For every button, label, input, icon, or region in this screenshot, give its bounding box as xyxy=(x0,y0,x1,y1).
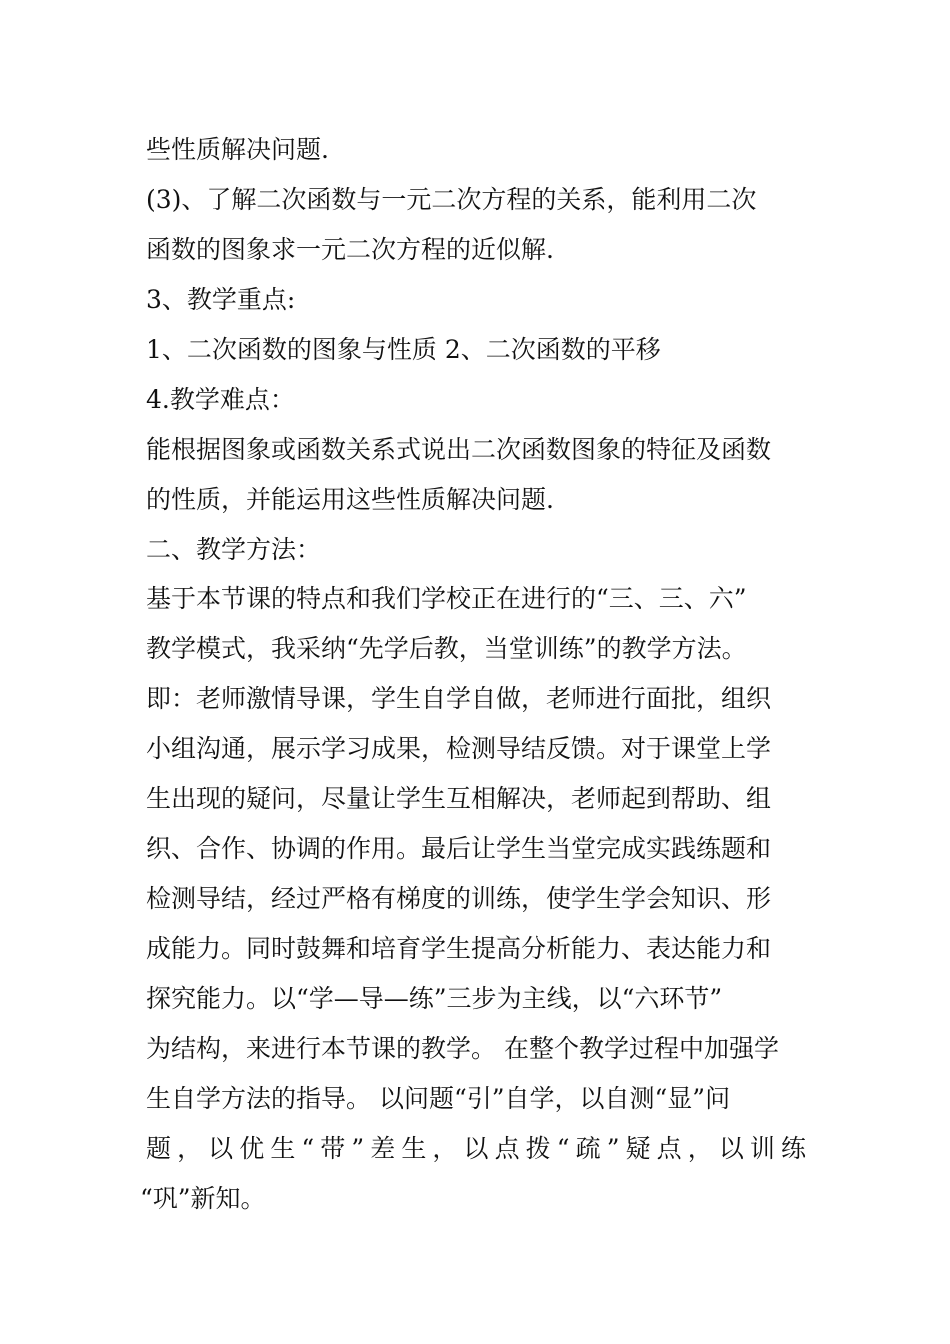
text-line-14: 生出现的疑问，尽量让学生互相解决，老师起到帮助、组 xyxy=(146,784,772,813)
text-line-5: 1、二次函数的图象与性质 2、二次函数的平移 xyxy=(146,335,661,364)
text-line-2: (3)、了解二次函数与一元二次方程的关系，能利用二次 xyxy=(146,185,757,214)
section-heading-key-points: 3、教学重点: xyxy=(146,285,296,314)
text-line-13: 小组沟通，展示学习成果，检测导结反馈。对于课堂上学 xyxy=(146,734,772,763)
text-line-11: 教学模式，我采纳“先学后教，当堂训练”的教学方法。 xyxy=(146,634,747,663)
text-line-17: 成能力。同时鼓舞和培育学生提高分析能力、表达能力和 xyxy=(146,934,772,963)
section-heading-methods: 二、教学方法： xyxy=(146,535,322,564)
text-line-10: 基于本节课的特点和我们学校正在进行的“三、三、六” xyxy=(146,584,747,613)
text-line-16: 检测导结，经过严格有梯度的训练，使学生学会知识、形 xyxy=(146,884,772,913)
text-line-19: 为结构，来进行本节课的教学。 在整个教学过程中加强学 xyxy=(146,1034,779,1063)
text-line-1: 些性质解决问题. xyxy=(146,135,329,164)
text-line-3: 函数的图象求一元二次方程的近似解. xyxy=(146,235,554,264)
text-line-7: 能根据图象或函数关系式说出二次函数图象的特征及函数 xyxy=(146,435,772,464)
text-line-21: 题，以优生“带”差生，以点拨“疏”疑点，以训练 xyxy=(146,1134,806,1163)
text-line-8: 的性质，并能运用这些性质解决问题. xyxy=(146,485,554,514)
section-heading-difficulties: 4.教学难点： xyxy=(146,385,295,414)
text-line-18: 探究能力。以“学—导—练”三步为主线，以“六环节” xyxy=(146,984,723,1013)
text-line-22: “巩”新知。 xyxy=(140,1184,266,1213)
text-line-20: 生自学方法的指导。 以问题“引”自学，以自测“显”问 xyxy=(146,1084,731,1113)
text-line-15: 织、合作、协调的作用。最后让学生当堂完成实践练题和 xyxy=(146,834,772,863)
text-line-12: 即：老师激情导课，学生自学自做，老师进行面批，组织 xyxy=(146,684,772,713)
